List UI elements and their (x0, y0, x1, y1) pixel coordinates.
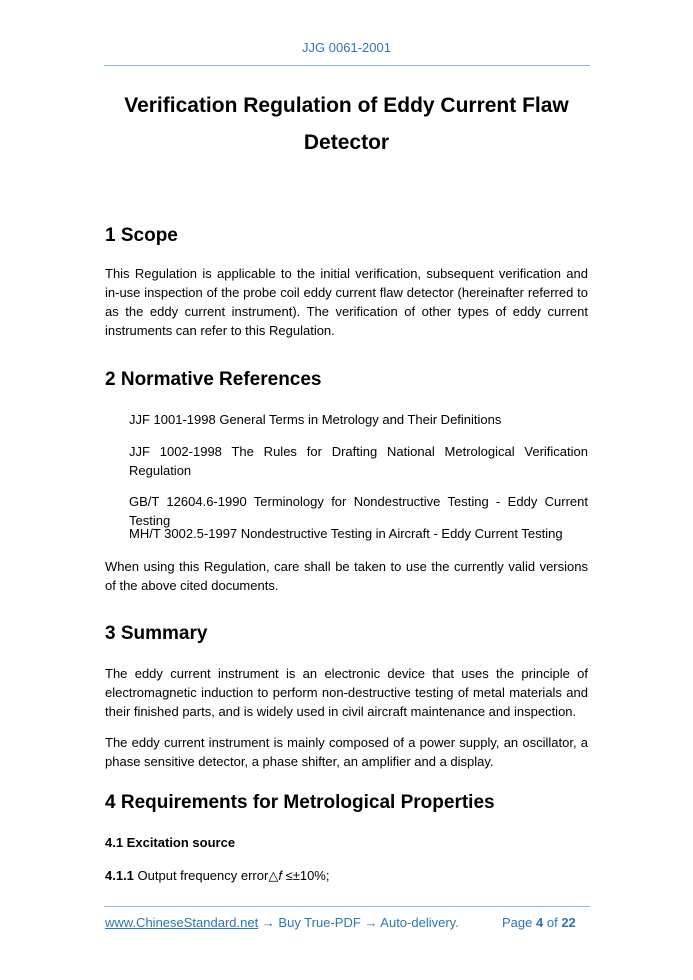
reference-item: GB/T 12604.6-1990 Terminology for Nondestructive Testing - Eddy Current Testing (129, 494, 588, 528)
references-heading: 2 Normative References (105, 369, 322, 390)
document-title (90, 87, 603, 161)
summary-paragraph: The eddy current instrument is an electronic device that uses the principle of electromagnetic induction to perform non-destructive testing of metal materials and their finished parts, and is widely used in civil aircraft maintenance and inspection. (105, 666, 588, 719)
page-number: 4 (536, 915, 544, 930)
title-line-2: Detector (303, 131, 390, 154)
page-indicator (502, 915, 576, 930)
title-line-1: Verification Regulation of Eddy Current Flaw (124, 94, 569, 117)
page-label: Page (502, 915, 533, 930)
reference-item: JJF 1001-1998 General Terms in Metrology and Their Definitions (129, 412, 502, 427)
total-pages: 22 (561, 915, 576, 930)
scope-heading: 1 Scope (105, 225, 178, 246)
scope-text: This Regulation is applicable to the initial verification, subsequent verification and in-use inspection of the probe coil eddy current flaw detector (hereinafter referred to as the eddy current instrument). The verification of other types of eddy current instruments can refer to this Regulation. (105, 266, 588, 338)
clause-variable: f (278, 868, 282, 883)
references-note: When using this Regulation, care shall be taken to use the currently valid versions of the above cited documents. (105, 559, 588, 593)
clause-number: 4.1.1 (105, 868, 134, 883)
delta-symbol: △ (268, 868, 279, 883)
clause-text: Output frequency error (133, 868, 269, 883)
summary-paragraph: The eddy current instrument is mainly composed of a power supply, an oscillator, a phase sensitive detector, a phase shifter, an amplifier and a display. (105, 735, 588, 769)
header-doc-code: JJG 0061-2001 (302, 40, 391, 55)
chinesestandard-link[interactable]: www.ChineseStandard.net (105, 915, 259, 930)
summary-heading: 3 Summary (105, 623, 208, 644)
reference-item: JJF 1002-1998 The Rules for Drafting National Metrological Verification Regulation (129, 444, 588, 478)
reference-item: MH/T 3002.5-1997 Nondestructive Testing in Aircraft - Eddy Current Testing (129, 526, 563, 541)
clause-4-1-1 (105, 866, 588, 885)
footer-promo-text: → Buy True-PDF → Auto-delivery. (258, 915, 459, 930)
header-rule (104, 65, 590, 66)
requirements-heading: 4 Requirements for Metrological Properties (105, 792, 495, 813)
footer-rule (104, 906, 590, 907)
of-label: of (546, 915, 558, 930)
footer-promo (105, 915, 459, 930)
clause-tail: ≤±10%; (281, 868, 330, 883)
excitation-source-heading: 4.1 Excitation source (105, 835, 236, 850)
